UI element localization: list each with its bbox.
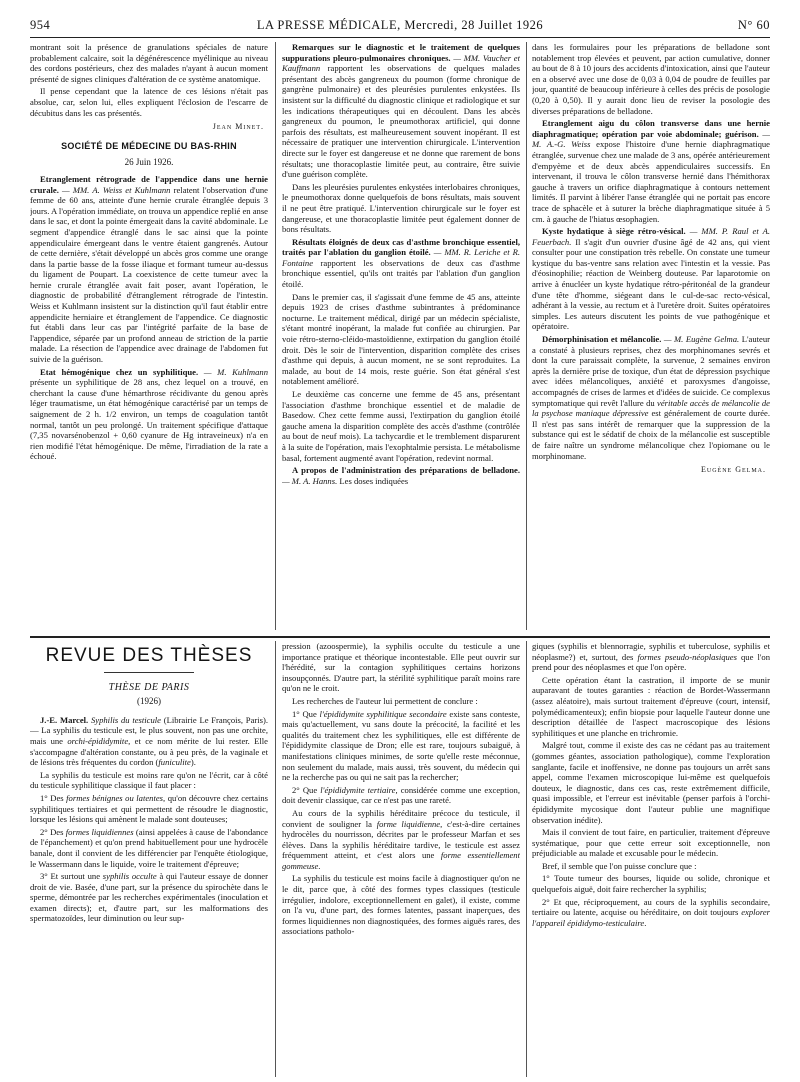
paragraph: [282, 785, 520, 806]
text: , considérée comme une exception, doit devenir classique, car ce n'est pas une rareté.: [282, 784, 520, 806]
article-paragraph: [282, 237, 520, 290]
thesis-text: ).: [190, 757, 196, 768]
society-heading: SOCIÉTÉ DE MÉDECINE DU BAS-RHIN: [61, 140, 237, 151]
paragraph: montrant soit la présence de granulations spéciales de nature probablement calcaire, soit la dégénérescence myélinique au niveau des cordons postérieurs, chez des malades n'ayant à aucun moment présenté de signes cliniques d'altération de ce système anatomique.: [30, 42, 268, 84]
text: 1° Des: [40, 792, 67, 803]
column-divider: [275, 641, 276, 1077]
text: 1° Que: [292, 708, 320, 719]
article-paragraph: [532, 334, 770, 461]
thesis-author: J.-E. Marcel.: [40, 714, 89, 725]
emphasis: explorer l'appareil épididymo-testiculaire: [532, 907, 770, 928]
paragraph: Mais il convient de tout faire, en particulier, traitement d'épreuve systématique, pour que cette erreur soit exceptionnelle, non préjudiciable au malade et excusable pour le médecin.: [532, 827, 770, 859]
revue-column-1: [30, 641, 268, 1077]
text: giques (syphilis et blennorragie, syphilis et tuberculose, syphilis et néoplasme?) et, surtout, des: [532, 641, 770, 662]
thesis-emphasis: funiculite: [158, 757, 191, 768]
thesis-text: , et ce nom mérite de lui rester. Elle s'accompagne d'altération constante, ou à peu près, de la vaginale et de lésions très fréquentes du cordon (: [30, 735, 268, 768]
these-year: (1926): [137, 696, 161, 707]
text: 2° Et que, réciproquement, au cours de la syphilis secondaire, tertiaire ou latente, acquise ou héréditaire, on doit toujours: [532, 896, 770, 918]
article-text: expose l'histoire d'une hernie diaphragmatique étranglée, survenue chez une malade de 3 ans, opérée antérieurement d'empyème et de deux abcès appendiculaires successifs. En intervenant, il trouva le côlon transverse hernié dans l'hémithorax gauche à travers un orifice diaphragmatique à contours nettement limités. Il parvint à libérer l'anse étranglée qui ne portait pas encore trace de sphacèle et à suturer la brèche diaphragmatique située à 5 cm. à gauche de l'hiatus œsophagien.: [532, 139, 770, 224]
column-2: [282, 42, 520, 630]
paragraph: Malgré tout, comme il existe des cas ne cédant pas au traitement (gommes géantes, association pathologique), comme l'exploration sanglante, facile et inoffensive, ne donne pas toujours un arrêt sans appel, comme l'examen microscopique lui-même est quelquefois douteux, le diagnostic, dans ces cas, reste extrêmement difficile, quasi impossible, et l'erreur est inévitable (penser parfois à l'orchi-épididymite mycosique dont l'auteur publie une magnifique observation inédite).: [532, 740, 770, 825]
paragraph: [30, 827, 268, 869]
paragraph: [30, 793, 268, 825]
article-title: Démorphinisation et mélancolie.: [542, 334, 662, 345]
article-paragraph: [532, 226, 770, 332]
column-1: [30, 42, 268, 630]
article-paragraph: [30, 174, 268, 365]
article-title: Remarques sur le diagnostic et le traitement de quelques suppurations pleuro-pulmonaires chroniques.: [282, 42, 520, 63]
column-divider: [526, 641, 527, 1077]
paragraph: Cette opération étant la castration, il importe de se munir auparavant de toutes garanties : réaction de Bordet-Wassermann (assez aléatoire), mais surtout traitement d'épreuve (court, intensif, polymédicamenteux); enfin biopsie pour laquelle l'auteur donne une description détaillée de l'aspect macroscopique des lésions syphilitiques et une planche en trichromie.: [532, 674, 770, 738]
text: (ainsi appelées à cause de l'abondance de l'épanchement) et qu'on prend habituellement pour une hydrocèle banale, dont il convient de les différencier par l'enquête étiologique, le Wassermann dans le liquide, voire le traitement d'épreuve;: [30, 826, 268, 869]
article-paragraph: [532, 118, 770, 224]
paragraph: La syphilis du testicule est moins facile à diagnostiquer qu'on ne le dit, parce que, à côté des formes types classiques (testicule irrégulier, indolore, exceptionnellement en galet), il existe, comme on l'a vu, d'une part, des formes latentes, passant inaperçues, des formes liquidiennes non diagnostiquées, des formes aiguës rares, des associations patholo-: [282, 873, 520, 937]
article-title: Etat hémogénique chez un syphilitique.: [40, 366, 199, 377]
emphasis: syphilis occulte: [102, 871, 157, 882]
text: Au cours de la syphilis héréditaire précoce du testicule, il convient de souligner la: [282, 807, 520, 829]
paragraph: Dans les pleurésies purulentes enkystées interlobaires chroniques, le pneumothorax donne quelquefois de bons résultats, mais souvent il ne peut être pratiqué. L'intervention chirurgicale sur le foyer est dangereuse, et une thoracoplastie limitée peut également donner de bons résultats.: [282, 181, 520, 235]
text: , c'est-à-dire certaines hydrocèles du nourrisson, décrites par le professeur Marfan et ses élèves. Dans la syphilis héréditaire tardive, le testicule est assez fréquemment atteint, et c'est alors une: [282, 818, 520, 861]
article-authors: — M. A.-G. Weiss: [532, 128, 770, 150]
emphasis: forme liquidienne: [376, 818, 441, 829]
article-paragraph: [282, 465, 520, 486]
issue-number: N° 60: [737, 18, 770, 32]
paragraph: [30, 871, 268, 924]
revue-column-3: [532, 641, 770, 1077]
thesis-publisher: (Librairie Le François, Paris).: [160, 714, 268, 725]
text: que l'on prend pour des néoplasmes et que l'on opère.: [532, 651, 770, 673]
article-text: est généralement de courte durée. Il n'est pas sans intérêt de remarquer que la suppression de la substance qui est le sédatif de choix de la mélancolie est susceptible de faire naître un syndrome mélancolique chez l'opiomane ou le morphinomane.: [532, 408, 770, 461]
column-divider: [275, 42, 276, 630]
signature: Jean Minet.: [212, 122, 264, 132]
article-title: Kyste hydatique à siège rétro-vésical.: [542, 226, 686, 237]
header-rule: [30, 37, 770, 38]
article-title: Etranglement rétrograde de l'appendice dans une hernie crurale.: [30, 173, 268, 195]
article-text: L'auteur a constaté à plusieurs reprises, chez des morphinomanes sevrés et dont la cure paraissait complète, la survenue, 2 semaines environ après la dernière prise de toxique, d'un état de dépression psychique avec idées mélancoliques, anxiété et paroxysmes d'angoisse, accompagnés de crises de larmes et d'idées de suicide. Ce complexus symptomatique qui revêt l'allure du: [532, 334, 770, 408]
thesis-text: — La syphilis du testicule est, le plus souvent, non pas une orchite, mais une: [30, 725, 268, 746]
emphasis: forme essentiellement gommeuse: [282, 850, 520, 871]
paragraph: [282, 709, 520, 783]
text: , qu'on découvre chez certains syphilitiques tertiaires et qui permettent de résoudre le diagnostic, lorsque les lésions qui amènent le malade sont douteuses;: [30, 792, 268, 825]
text: .: [318, 860, 321, 871]
these-heading: THÈSE DE PARIS: [108, 681, 190, 693]
article-authors: — MM. Vaucher et Kauffmann: [282, 52, 520, 74]
paragraph: 1° Toute tumeur des bourses, liquide ou solide, chronique et quelquefois aiguë, doit faire rechercher la syphilis;: [532, 873, 770, 895]
paragraph: [532, 641, 770, 673]
article-text: présente un syphilitique de 28 ans, chez lequel on a trouvé, en cherchant la cause d'une hémarthrose récidivante du genou après léger traumatisme, un état hémogénique caractérisé par un temps de saignement de 2 h. 1/2 environ, un temps de coagulation tantôt normal, tantôt un peu prolongé. Un traitement spécifique d'attaque (7,35 novarsénobenzol + 0,60 cyanure de Hg intraveineux) n'a en rien modifié l'état hémogénique. De même, l'irradiation de la rate a échoué.: [30, 377, 268, 462]
article-text: Les doses indiquées: [337, 475, 409, 486]
article-text: relatent l'observation d'une femme de 60 ans, atteinte d'une hernie crurale étranglée depuis 3 jours. A l'opération immédiate, on trouva un appendice replié en anse dans le sac, et dont la pointe émergeait dans la cavité abdominale. Le segment d'appendice étranglé dans le sac ainsi que la pointe appendiculaire émergeant dans le ventre étaient gangrenés. Autour de cette dernière, s'était développé un abcès gros comme une orange dans la partie basse de la fosse iliaque et formant tumeur au-dessus du ligament de Poupart. La coexistence de cette tumeur avec la hernie crurale étranglée avait fait poser, avant l'opération, le diagnostic de probabilité d'étranglement rétrograde de l'intestin. Weiss et Kuhlmann insistent sur la distinction qu'il faut établir entre appendicite herniaire et étranglement de l'appendice. Ce diagnostic fut établi dans leur cas par l'intégrité parfaite de la base de l'appendice, séparée par un profond anneau de striction de la partie malade. La résection de l'appendice avec drainage de l'abdomen fut suivie de la guérison.: [30, 184, 268, 365]
article-authors: — M. Eugène Gelma.: [663, 334, 740, 345]
article-authors: — M. A. Hanns.: [282, 475, 338, 486]
emphasis: l'épididymite syphilitique secondaire: [319, 708, 447, 719]
article-text: rapportent les observations de quelques malades présentant des abcès gangreneux du poumon (forme chronique de gangrène pulmonaire) et des pleurésies purulentes enkystées. Ils insistent sur la difficulté du diagnostic clinique et radiologique et sur les indications thérapeutiques qui en découlent. Dans les abcès gangreneux du poumon, le pneumothorax artificiel, qui donne parfois des résultats, est malheureusement souvent inopérant. Il est nécessaire de pratiquer une intervention chirurgicale. L'intervention directe sur le foyer est dangereuse et ne donne que rarement de bons résultats; une thoracoplastie limitée peut, au contraire, être suivie d'une guérison complète.: [282, 63, 520, 180]
text: .: [644, 917, 647, 928]
paragraph: Il pense cependant que la latence de ces lésions n'était pas absolue, car, selon lui, elles expliquent l'éclosion de l'escarre de décubitus dans les cas présentés.: [30, 86, 268, 118]
section-title: REVUE DES THÈSES: [45, 645, 253, 666]
thesis-paragraph: [30, 715, 268, 768]
article-text: rapportent les observations de deux cas d'asthme bronchique essentiel, qu'ils ont traités par l'ablation d'un ganglion étoilé.: [282, 257, 520, 290]
meeting-date: 26 Juin 1926.: [124, 157, 174, 168]
emphasis: formes bénignes ou latentes: [66, 792, 164, 803]
page-header: [30, 18, 770, 34]
paragraph: Bref, il semble que l'on puisse conclure que :: [542, 860, 697, 871]
section-rule: [30, 636, 770, 638]
text: 2° Que: [292, 784, 321, 795]
article-title: Etranglement aigu du côlon transverse dans une hernie diaphragmatique; opération par voie abdominale; guérison.: [532, 118, 770, 139]
signature: Eugène Gelma.: [701, 465, 766, 475]
paragraph: [532, 897, 770, 929]
article-paragraph: [30, 367, 268, 462]
title-rule: [104, 672, 194, 673]
journal-title: LA PRESSE MÉDICALE, Mercredi, 28 Juillet 1926: [256, 18, 544, 32]
column-divider: [526, 42, 527, 630]
article-authors: — MM. R. Leriche et R. Fontaine: [282, 247, 520, 268]
paragraph: La syphilis du testicule est moins rare qu'on ne l'écrit, car à côté du testicule syphilitique classique il faut placer :: [30, 769, 268, 791]
article-authors: — M. Kuhlmann: [203, 366, 268, 377]
text: existe sans conteste, mais qu'actuellement, vu sans doute la précocité, la facilité et les qualités du traitement chez les syphilitiques, elle est différente de l'épididymite classique de Dron; elle est rare, toujours subaiguë, à manifestations cliniques minimes, de sorte qu'elle reste méconnue, non seulement du malade, mais aussi, très souvent, du médecin qui ne la recherche pas ou qui ne sait pas la rechercher;: [282, 708, 520, 783]
revue-column-2: [282, 641, 520, 1077]
thesis-title: Syphilis du testicule: [88, 714, 161, 725]
paragraph: pression (azoospermie), la syphilis occulte du testicule a une importance pratique et théorique incontestable. Elle peut ouvrir sur l'hérédité, sur la contagion syphilitiques certains horizons insoupçonnés. D'autre part, la stérilité syphilitique paraît moins rare qu'on ne le croit.: [282, 641, 520, 694]
emphasis: l'épididymite tertiaire: [320, 784, 396, 795]
emphasis: formes pseudo-néoplasiques: [637, 651, 737, 662]
page-number: 954: [30, 18, 51, 32]
column-3: [532, 42, 770, 630]
article-paragraph: [282, 42, 520, 180]
article-emphasis: véritable accès de mélancolie de la psychose maniaque dépressive: [532, 397, 770, 419]
paragraph: dans les formulaires pour les préparations de belladone sont notablement trop élevées et peuvent, par action cumulative, donner au bout de 8 à 10 jours des accidents d'intoxication, ainsi que l'auteur en a observé avec une dose de 0,03 à 0,04 de poudre de feuilles par jour, quantité de beaucoup inférieure à celles des précis de posologie (0,20 à 0,50). Il y aurait donc lieu de reviser la posologie des diverses préparations de belladone.: [532, 42, 770, 116]
paragraph: Dans le premier cas, il s'agissait d'une femme de 45 ans, atteinte depuis 1923 de crises d'asthme subintrantes à prédominance nocturne. Le traitement médical, dirigé par un médecin spécialiste, s'étant montré inopérant, la malade fut confiée au chirurgien. Par voie rétro-sterno-cléido-mastoïdienne, extirpation du ganglion étoilé droit. Dès le soir de l'intervention, disparition complète des crises d'asthme qui depuis, à aucun moment, ne se sont reproduites. La malade, au bout de 14 mois, reste guérie. Son état général s'est notablement amélioré.: [282, 291, 520, 387]
text: 3° Et surtout une: [40, 871, 103, 882]
article-title: A propos de l'administration des préparations de belladone.: [292, 465, 520, 476]
thesis-emphasis: orchi-épididymite: [67, 735, 129, 746]
text: 2° Des: [40, 826, 66, 837]
emphasis: formes liquidiennes: [65, 826, 134, 837]
paragraph: [282, 808, 520, 872]
paragraph: Le deuxième cas concerne une femme de 45 ans, présentant l'association d'asthme bronchique essentiel et de maladie de Basedow. Chez cette femme aussi, l'extirpation du ganglion étoilé gauche amena la disparition complète des accès d'asthme (contrôlée au bout de neuf mois). La tachycardie et le tremblement disparurent à la suite de l'opération, mais l'exophtalmie persista. Le métabolisme basal, fortement augmenté avant l'opération, redevint normal.: [282, 389, 520, 463]
text: à qui l'auteur essaye de donner droit de vie. Basée, d'une part, sur la présence du spirochète dans le sperme, démontrée par les recherches expérimentales (inoculation et examen directs); et, d'autre part, sur les malformations des spermatozoïdes, leur diminution ou leur sup-: [30, 871, 268, 924]
article-authors: — MM. A. Weiss et Kuhlmann: [62, 184, 171, 195]
paragraph: Les recherches de l'auteur lui permettent de conclure :: [292, 695, 478, 706]
article-text: Il s'agit d'un ouvrier d'usine âgé de 42 ans, qui vient consulter pour une constipation très rebelle. On constate une tumeur kystique du bas-ventre sans relation avec l'intestin et la vessie. Pas d'éosinophilie; réaction de Weinberg douteuse. Par laparotomie on arrive à énucléer un kyste hydatique rétro-péritonéal de la grandeur d'une tête d'homme, siégeant dans le cul-de-sac recto-vésical, adhérant à la vessie, au rectum et à l'uretère droit. Suites opératoires simples. Les auteurs discutent les points de vue pathogénique et opératoire.: [532, 236, 770, 332]
article-title: Résultats éloignés de deux cas d'asthme bronchique essentiel, traités par l'ablation du ganglion étoilé.: [282, 236, 520, 258]
article-authors: — MM. P. Raul et A. Feuerbach.: [532, 226, 770, 247]
